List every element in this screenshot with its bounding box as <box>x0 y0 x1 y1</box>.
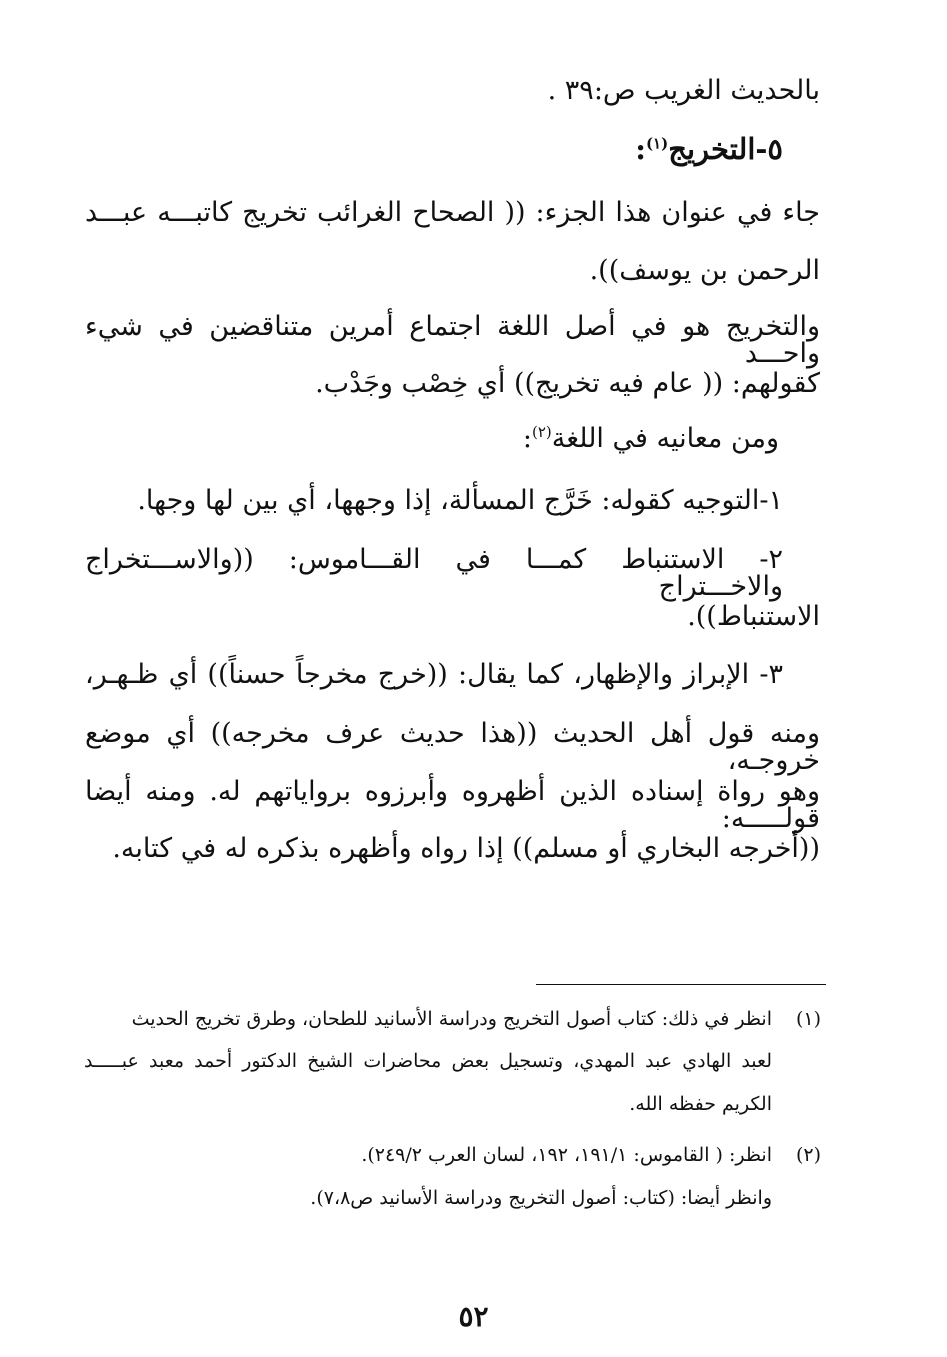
footnote-1-number: (١) <box>795 1008 821 1030</box>
footnote-ref-2: (٢) <box>531 423 552 441</box>
body-line-5: والتخريج هو في أصل اللغة اجتماع أمرين متناقضين في شيء واحـــد <box>85 311 820 369</box>
body-line-1: بالحديث الغريب ص:٣٩ . <box>547 75 820 106</box>
body-line-13: وهو رواة إسناده الذين أظهروه وأبرزوه برواياتهم له. ومنه أيضا قولـــــه: <box>85 776 820 834</box>
body-line-8: ١-التوجيه كقوله: خَرَّج المسألة، إذا وجهها، أي بين لها وجها. <box>137 485 783 516</box>
footnote-2-line-2: وانظر أيضا: (كتاب: أصول التخريج ودراسة الأسانيد ص٧،٨). <box>310 1187 772 1209</box>
page-number: ٥٢ <box>458 1300 489 1333</box>
footnote-separator <box>536 984 826 985</box>
section-heading-text: ٥-التخريج <box>668 132 783 166</box>
footnote-1-line-2: لعبد الهادي عبد المهدي، وتسجيل بعض محاضرات الشيخ الدكتور أحمد معبد عبـــــد <box>84 1050 772 1072</box>
body-line-11: ٣- الإبراز والإظهار، كما يقال: ((خرج مخرجاً حسناً)) أي ظـهـر، <box>85 659 783 690</box>
body-line-7-text: ومن معانيه في اللغة <box>551 423 779 454</box>
body-line-10: الاستنباط)). <box>687 601 820 632</box>
footnote-1-line-1: انظر في ذلك: كتاب أصول التخريج ودراسة الأسانيد للطحان، وطرق تخريج الحديث <box>131 1008 772 1030</box>
body-line-3: جاء في عنوان هذا الجزء: (( الصحاح الغرائب تخريج كاتبـــه عبـــد <box>85 197 820 228</box>
section-heading-colon: : <box>635 132 646 166</box>
body-line-12: ومنه قول أهل الحديث ((هذا حديث عرف مخرجه)) أي موضع خروجـه، <box>85 718 820 776</box>
footnote-1-line-3: الكريم حفظه الله. <box>629 1093 772 1115</box>
footnote-ref-1: (١) <box>645 134 669 153</box>
footnote-2-number: (٢) <box>795 1144 821 1166</box>
body-line-14: ((أخرجه البخاري أو مسلم)) إذا رواه وأظهره بذكره له في كتابه. <box>112 833 820 864</box>
body-line-7 <box>523 425 779 452</box>
footnote-2-line-1: انظر: ( القاموس: ١٩١/١، ١٩٢، لسان العرب ٢٤٩/٢). <box>361 1144 772 1166</box>
body-line-9: ٢- الاستنباط كمـــا في القـــاموس: ((والاســـتخراج والاخـــتراج <box>85 544 783 602</box>
section-heading <box>635 132 783 166</box>
body-line-6: كقولهم: (( عام فيه تخريج)) أي خِصْب وجَدْب. <box>315 368 820 399</box>
body-line-7-colon: : <box>522 423 532 454</box>
body-line-4: الرحمن بن يوسف)). <box>589 255 820 286</box>
